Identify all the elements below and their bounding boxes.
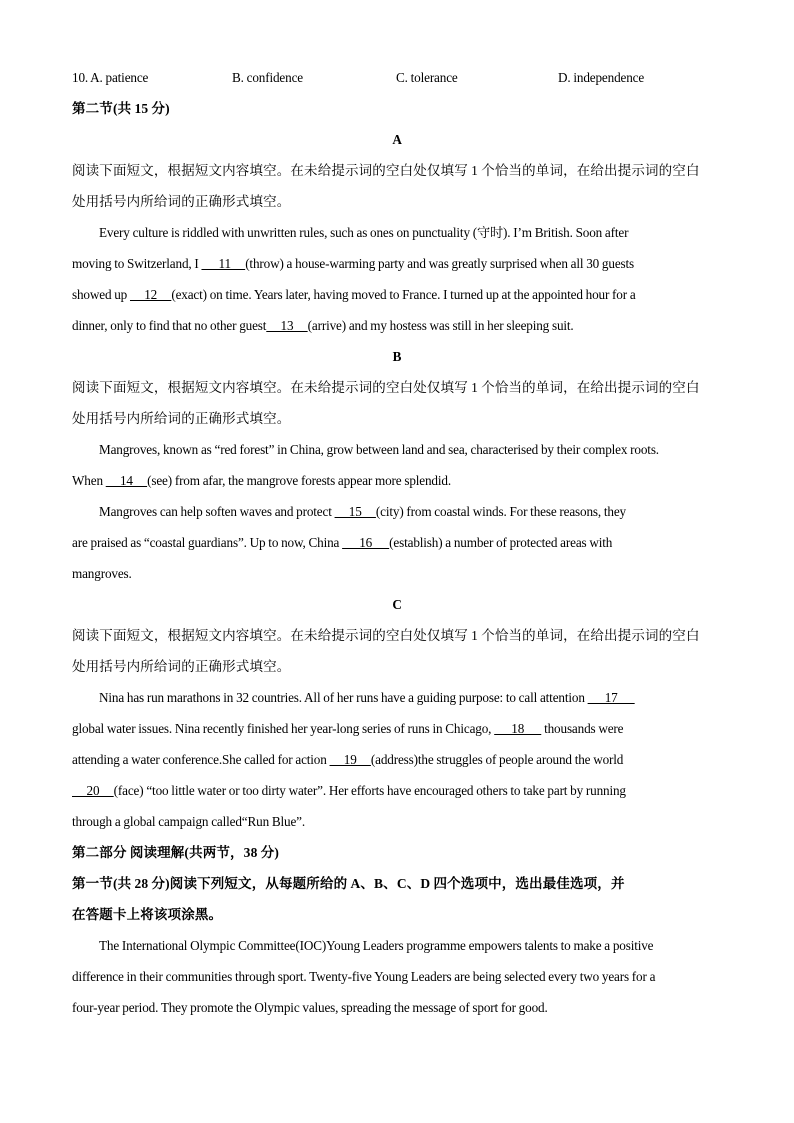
ioc-passage-line: four-year period. They promote the Olympic values, spreading the message of sport for good.	[72, 1000, 548, 1015]
passage-c-line: through a global campaign called“Run Blue”.	[72, 814, 306, 829]
passage-b-line: are praised as “coastal guardians”. Up to now, China 16 (establish) a number of protected areas with	[72, 535, 613, 550]
blank-18: 18	[494, 721, 542, 736]
passage-a-label: A	[392, 132, 402, 147]
section-instruction-line-2: 在答题卡上将该项涂黑。	[72, 907, 223, 922]
blank-16: 16	[342, 535, 390, 550]
section-instruction-line-1: 第一节(共 28 分)阅读下列短文，从每题所给的 A、B、C、D 四个选项中，选出最佳选项，并	[72, 876, 625, 891]
document-page	[72, 62, 722, 1023]
passage-a-line: Every culture is riddled with unwritten rules, such as ones on punctuality (守时). I’m British. Soon after	[99, 225, 629, 240]
passage-c-label: C	[392, 597, 402, 612]
blank-13: 13	[266, 318, 308, 333]
question-10-options	[72, 62, 722, 93]
blank-14: 14	[105, 473, 148, 488]
option-c: C. tolerance	[396, 70, 458, 85]
blank-15: 15	[334, 504, 376, 519]
passage-c-line: global water issues. Nina recently finished her year-long series of runs in Chicago, 18 thousands were	[72, 721, 624, 736]
option-d: D. independence	[558, 70, 645, 85]
ioc-passage-line: difference in their communities through sport. Twenty-five Young Leaders are being selected every two years for a	[72, 969, 656, 984]
passage-a-line: moving to Switzerland, I 11 (throw) a house-warming party and was greatly surprised when all 30 guests	[72, 256, 634, 271]
instruction-line-2: 处用括号内所给词的正确形式填空。	[72, 659, 291, 674]
instruction-line-1: 阅读下面短文，根据短文内容填空。在未给提示词的空白处仅填写 1 个恰当的单词，在给出提示词的空白	[72, 628, 700, 643]
passage-c-line: 20 (face) “too little water or too dirty water”. Her efforts have encouraged others to take part by running	[72, 783, 626, 798]
passage-c-line: Nina has run marathons in 32 countries. All of her runs have a guiding purpose: to call attention 17	[99, 690, 635, 705]
passage-b-line: Mangroves can help soften waves and protect 15 (city) from coastal winds. For these reasons, they	[99, 504, 626, 519]
passage-b-label: B	[392, 349, 402, 364]
blank-12: 12	[129, 287, 172, 302]
blank-20: 20	[72, 783, 114, 798]
passage-b-line: mangroves.	[72, 566, 132, 581]
section-heading: 第二节(共 15 分)	[72, 101, 170, 116]
instruction-line-1: 阅读下面短文，根据短文内容填空。在未给提示词的空白处仅填写 1 个恰当的单词，在给出提示词的空白	[72, 380, 700, 395]
part-heading: 第二部分 阅读理解(共两节，38 分)	[72, 845, 279, 860]
blank-11: 11	[201, 256, 246, 271]
option-b: B. confidence	[232, 70, 303, 85]
passage-c-line: attending a water conference.She called for action 19 (address)the struggles of people around the world	[72, 752, 624, 767]
instruction-line-2: 处用括号内所给词的正确形式填空。	[72, 194, 291, 209]
instruction-line-2: 处用括号内所给词的正确形式填空。	[72, 411, 291, 426]
passage-b-line: Mangroves, known as “red forest” in China, grow between land and sea, characterised by their complex roots.	[99, 442, 659, 457]
ioc-passage-line: The International Olympic Committee(IOC)Young Leaders programme empowers talents to make a positive	[99, 938, 654, 953]
option-a: 10. A. patience	[72, 70, 149, 85]
passage-a-line: showed up 12 (exact) on time. Years later, having moved to France. I turned up at the appointed hour for a	[72, 287, 636, 302]
instruction-line-1: 阅读下面短文，根据短文内容填空。在未给提示词的空白处仅填写 1 个恰当的单词，在给出提示词的空白	[72, 163, 700, 178]
passage-b-line: When 14 (see) from afar, the mangrove forests appear more splendid.	[72, 473, 451, 488]
passage-a-line: dinner, only to find that no other guest 13 (arrive) and my hostess was still in her sleeping suit.	[72, 318, 574, 333]
blank-19: 19	[329, 752, 371, 767]
blank-17: 17	[587, 690, 635, 705]
